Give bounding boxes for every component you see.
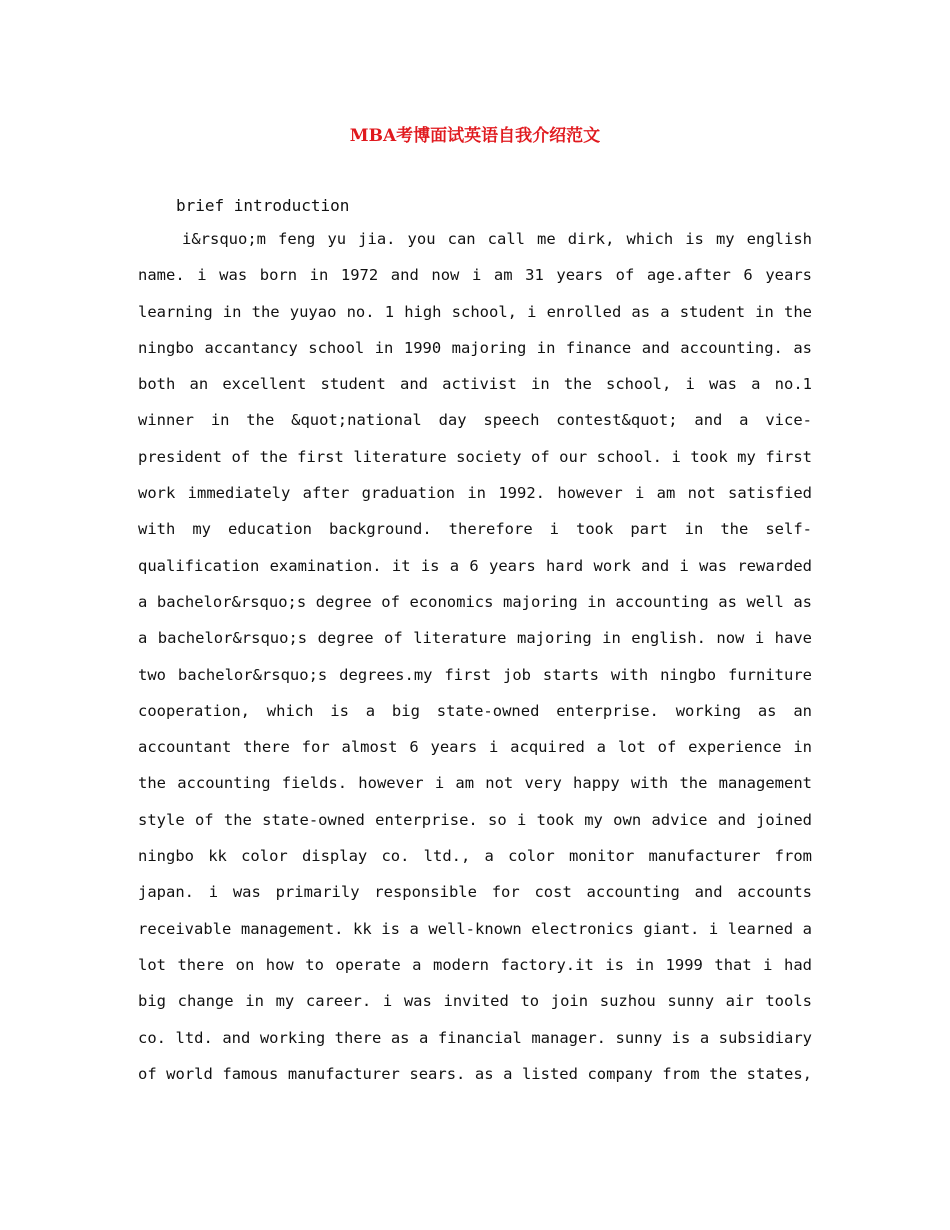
paragraph-line: cooperation, which is a big state-owned enterprise. working as an [138,701,812,720]
paragraph-line: learning in the yuyao no. 1 high school, i enrolled as a student in the [138,302,812,321]
paragraph-line: two bachelor&rsquo;s degrees.my first job starts with ningbo furniture [138,665,812,684]
paragraph-line: qualification examination. it is a 6 years hard work and i was rewarded [138,556,812,575]
paragraph-line: i&rsquo;m feng yu jia. you can call me dirk, which is my english [182,230,812,248]
paragraph-line: co. ltd. and working there as a financial manager. sunny is a subsidiary [138,1028,812,1047]
paragraph-line: of world famous manufacturer sears. as a listed company from the states, [138,1064,812,1083]
paragraph-line: work immediately after graduation in 1992. however i am not satisfied [138,484,812,503]
paragraph-line: president of the first literature society of our school. i took my first [138,447,812,466]
paragraph-line: a bachelor&rsquo;s degree of economics majoring in accounting as well as [138,592,812,611]
paragraph-line: the accounting fields. however i am not very happy with the management [138,774,812,793]
paragraph-line: both an excellent student and activist in the school, i was a no.1 [138,375,812,394]
paragraph-line: with my education background. therefore i took part in the self- [138,520,812,539]
paragraph-line: ningbo kk color display co. ltd., a color monitor manufacturer from [138,847,812,866]
paragraph-line: receivable management. kk is a well-known electronics giant. i learned a [138,919,812,938]
paragraph-line: a bachelor&rsquo;s degree of literature majoring in english. now i have [138,629,812,648]
paragraph-line: big change in my career. i was invited to join suzhou sunny air tools [138,992,812,1011]
paragraph-line: ningbo accantancy school in 1990 majoring in finance and accounting. as [138,338,812,357]
section-heading: brief introduction [176,196,350,215]
document-title: MBA考博面试英语自我介绍范文 [349,126,601,146]
body-paragraph [138,221,812,1092]
paragraph-line: japan. i was primarily responsible for cost accounting and accounts [138,883,812,902]
paragraph-line: winner in the &quot;national day speech contest&quot; and a vice- [138,411,812,430]
paragraph-line: name. i was born in 1972 and now i am 31 years of age.after 6 years [138,266,812,285]
paragraph-line: accountant there for almost 6 years i acquired a lot of experience in [138,738,812,757]
paragraph-line: style of the state-owned enterprise. so i took my own advice and joined [138,810,812,829]
paragraph-line: lot there on how to operate a modern factory.it is in 1999 that i had [138,955,812,974]
